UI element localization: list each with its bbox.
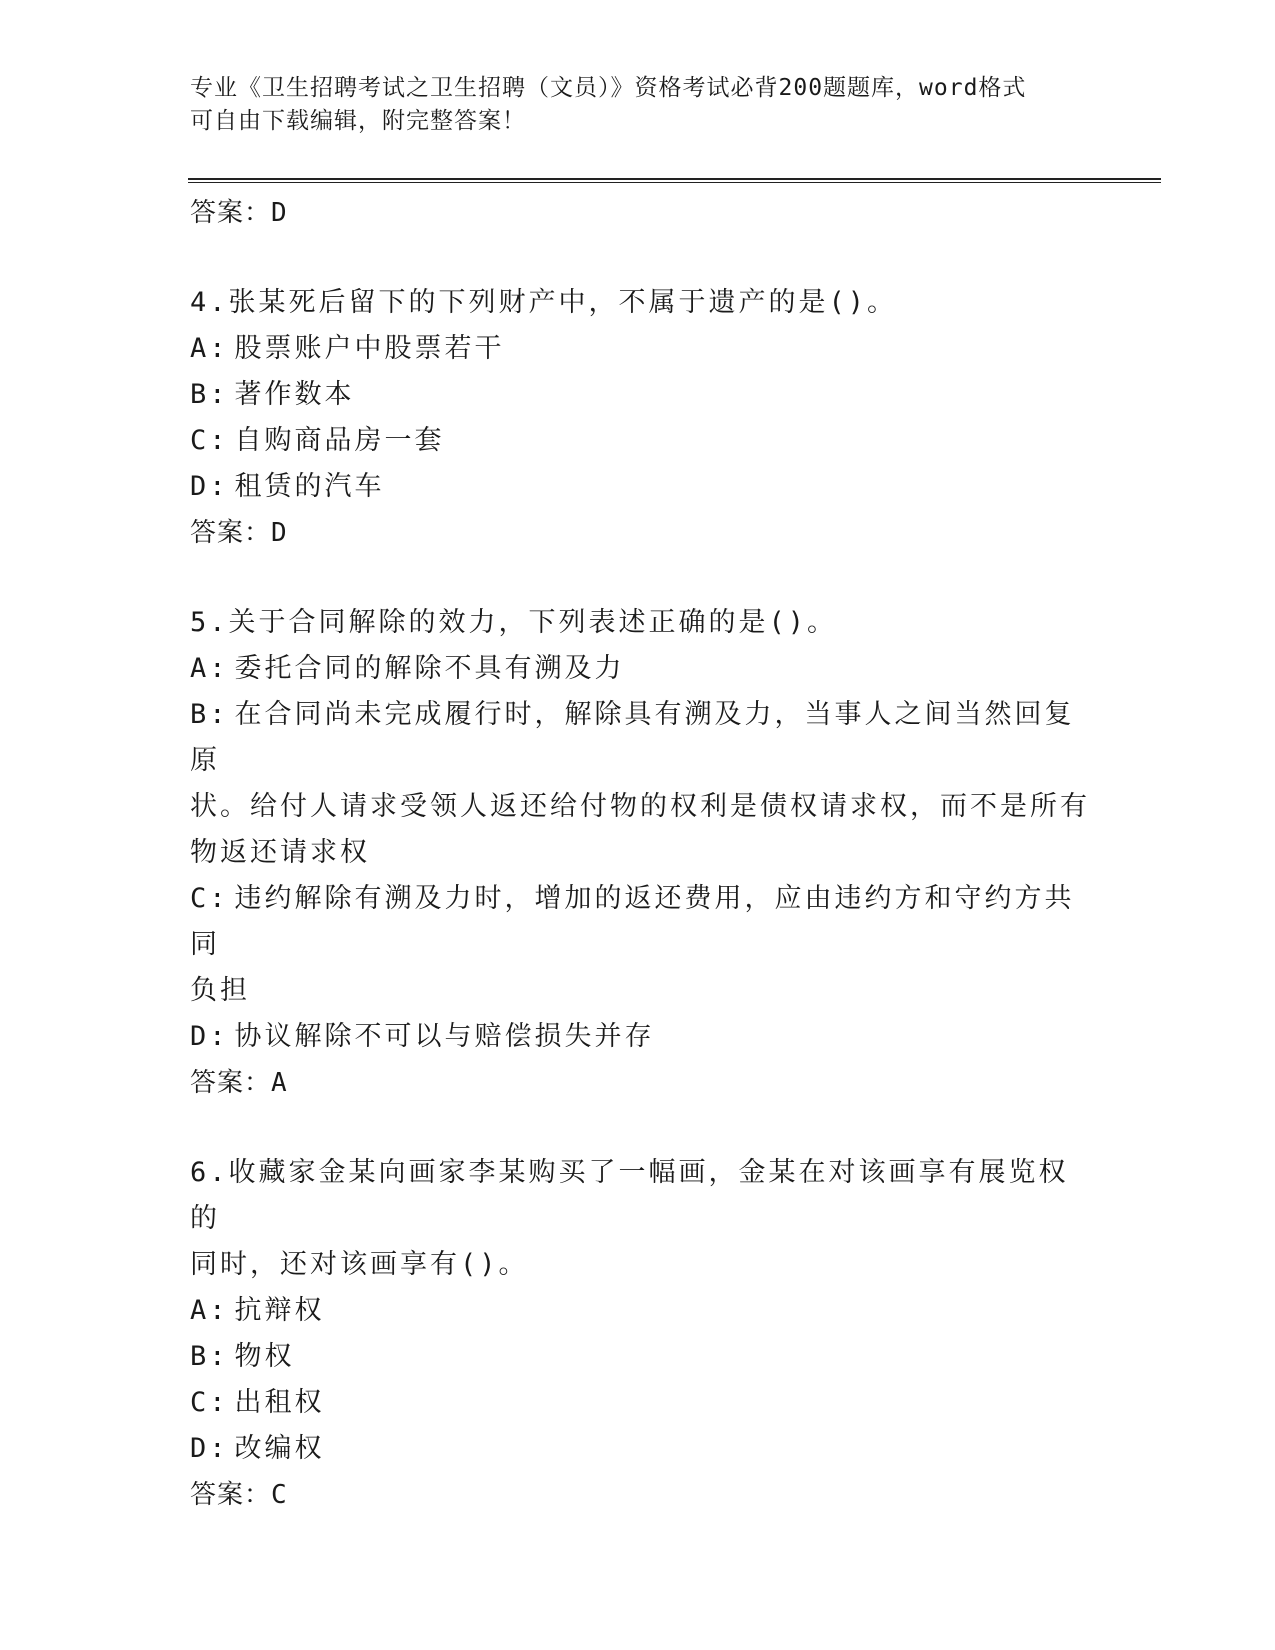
option-key: A: [190,333,229,364]
option-key: A: [190,1295,229,1326]
option-c-continuation: 负担 [190,975,250,1006]
answer-value: D [271,518,288,548]
option-text: 著作数本 [234,379,355,410]
option-b [190,692,1090,784]
option-a [190,646,1090,692]
option-b-continuation: 状。给付人请求受领人返还给付物的权利是债权请求权，而不是所有 [190,791,1090,822]
option-key: B: [190,699,229,730]
question-stem-continuation: 同时，还对该画享有()。 [190,1249,529,1280]
option-c [190,876,1090,968]
option-text: 改编权 [234,1433,325,1464]
option-key: B: [190,379,229,410]
header-line-2: 可自由下载编辑，附完整答案！ [190,108,526,134]
option-a [190,326,1090,372]
option-key: D: [190,471,229,502]
answer-line [190,1472,1090,1518]
option-text: 委托合同的解除不具有溯及力 [234,653,625,684]
option-text: 自购商品房一套 [234,425,445,456]
option-b [190,1334,1090,1380]
option-d [190,1014,1090,1060]
option-key: C: [190,883,229,914]
answer-value: A [271,1068,288,1098]
answer-line [190,1060,1090,1106]
header-line-1: 专业《卫生招聘考试之卫生招聘（文员）》资格考试必背200题题库，word格式 [190,75,1027,101]
question-item [190,600,1090,1106]
option-key: B: [190,1341,229,1372]
answer-label: 答案： [190,518,272,548]
option-key: A: [190,653,229,684]
option-text: 在合同尚未完成履行时，解除具有溯及力，当事人之间当然回复原 [190,699,1075,776]
question-item [190,280,1090,556]
option-d [190,464,1090,510]
option-text: 违约解除有溯及力时，增加的返还费用，应由违约方和守约方共同 [190,883,1075,960]
option-a [190,1288,1090,1334]
question-item [190,1150,1090,1518]
answer-line [190,190,1090,236]
document-body [190,190,1090,1518]
option-b-continuation: 物返还请求权 [190,837,370,868]
option-c [190,1380,1090,1426]
answer-value: C [271,1480,288,1510]
header-divider [188,178,1161,183]
answer-label: 答案： [190,1480,272,1510]
question-stem: 5.关于合同解除的效力，下列表述正确的是()。 [190,607,838,638]
option-b [190,372,1090,418]
option-text: 租赁的汽车 [234,471,385,502]
question-stem: 4.张某死后留下的下列财产中，不属于遗产的是()。 [190,287,898,318]
option-text: 物权 [234,1341,295,1372]
option-key: D: [190,1433,229,1464]
option-text: 抗辩权 [234,1295,325,1326]
option-key: C: [190,425,229,456]
answer-line [190,510,1090,556]
option-key: C: [190,1387,229,1418]
answer-label: 答案： [190,1068,272,1098]
option-key: D: [190,1021,229,1052]
option-c [190,418,1090,464]
option-text: 股票账户中股票若干 [234,333,505,364]
option-text: 出租权 [234,1387,325,1418]
answer-label: 答案： [190,198,272,228]
option-text: 协议解除不可以与赔偿损失并存 [234,1021,655,1052]
question-stem: 6.收藏家金某向画家李某购买了一幅画，金某在对该画享有展览权的 [190,1157,1069,1234]
option-d [190,1426,1090,1472]
document-header [190,72,1090,138]
answer-value: D [271,198,288,228]
